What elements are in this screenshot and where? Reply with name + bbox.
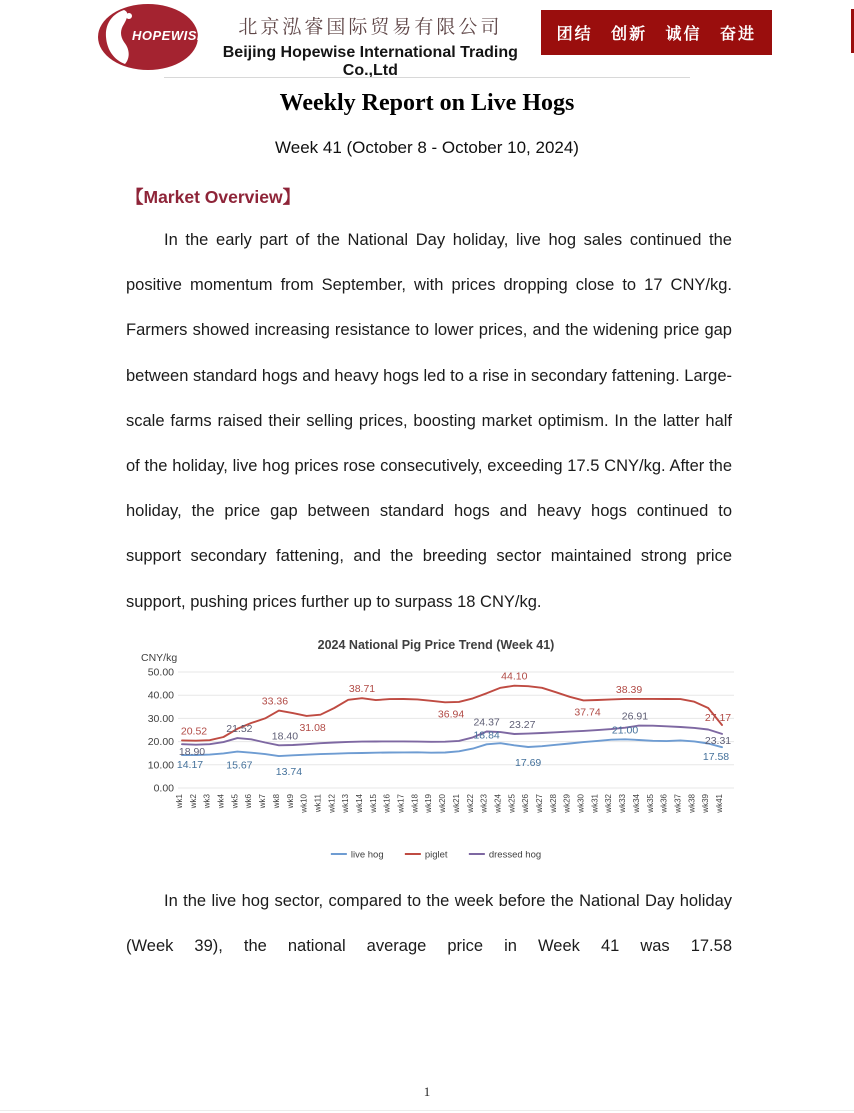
svg-text:wk33: wk33 — [618, 793, 628, 813]
svg-text:2024 National Pig Price Trend: 2024 National Pig Price Trend (Week 41) — [317, 637, 555, 652]
svg-text:24.37: 24.37 — [473, 716, 500, 729]
svg-text:wk37: wk37 — [673, 793, 683, 813]
svg-text:wk8: wk8 — [271, 793, 281, 809]
svg-text:17.69: 17.69 — [515, 756, 542, 769]
report-body — [82, 90, 772, 969]
svg-text:wk32: wk32 — [604, 793, 614, 813]
svg-text:15.67: 15.67 — [226, 759, 253, 772]
svg-text:14.17: 14.17 — [176, 758, 204, 771]
report-title: Weekly Report on Live Hogs — [279, 90, 575, 116]
svg-text:wk7: wk7 — [258, 793, 268, 809]
svg-text:piglet: piglet — [424, 849, 448, 861]
svg-text:30.00: 30.00 — [147, 712, 174, 725]
svg-text:wk20: wk20 — [438, 793, 448, 813]
svg-text:wk12: wk12 — [327, 793, 337, 813]
svg-text:wk28: wk28 — [548, 793, 558, 813]
svg-text:27.17: 27.17 — [704, 711, 732, 724]
svg-text:wk35: wk35 — [645, 793, 655, 813]
svg-text:50.00: 50.00 — [147, 666, 174, 679]
report-header — [82, 0, 772, 77]
svg-text:CNY/kg: CNY/kg — [141, 651, 178, 664]
svg-text:wk23: wk23 — [479, 793, 489, 813]
svg-text:wk9: wk9 — [285, 793, 295, 809]
svg-text:26.91: 26.91 — [621, 710, 649, 723]
svg-text:wk6: wk6 — [244, 793, 254, 809]
svg-text:wk15: wk15 — [368, 793, 378, 813]
svg-text:38.39: 38.39 — [615, 683, 643, 696]
svg-text:wk26: wk26 — [521, 793, 531, 813]
svg-text:23.31: 23.31 — [704, 734, 732, 747]
svg-text:20.52: 20.52 — [180, 725, 208, 738]
svg-text:wk13: wk13 — [341, 793, 351, 813]
svg-text:wk18: wk18 — [410, 793, 420, 813]
svg-text:10.00: 10.00 — [147, 759, 174, 772]
company-logo — [82, 2, 200, 74]
pig-price-trend-chart — [125, 632, 747, 874]
svg-text:13.74: 13.74 — [275, 765, 303, 778]
motto-banner: 团结 创新 诚信 奋进 — [541, 10, 772, 55]
svg-text:31.08: 31.08 — [299, 721, 326, 734]
section-heading-market-overview: 【Market Overview】 — [126, 187, 301, 207]
svg-text:HOPEWISE: HOPEWISE — [132, 28, 200, 43]
svg-text:18.84: 18.84 — [473, 729, 500, 742]
svg-text:44.10: 44.10 — [501, 670, 528, 683]
svg-text:wk38: wk38 — [687, 793, 697, 813]
svg-text:38.71: 38.71 — [348, 683, 376, 696]
report-week-subtitle: Week 41 (October 8 - October 10, 2024) — [275, 138, 579, 157]
svg-text:wk10: wk10 — [299, 793, 309, 813]
company-name-en: Beijing Hopewise International Trading Co.,Ltd — [222, 44, 518, 79]
svg-text:wk24: wk24 — [493, 793, 503, 813]
live-hog-paragraph: In the live hog sector, compared to the week before the National Day holiday (Week 39), the national average price in Week 41 was 17.58 — [126, 891, 732, 956]
svg-text:wk36: wk36 — [659, 793, 669, 813]
svg-text:wk14: wk14 — [355, 793, 364, 813]
svg-text:wk2: wk2 — [188, 793, 198, 809]
market-overview-paragraph: In the early part of the National Day holiday, live hog sales continued the positive momentum from September, with prices dropping close to 17 CNY/kg. Farmers showed increasing resistance to lower prices, and the widening price gap between standard hogs and heavy hogs led to a rise in secondary fattening. Large-scale farms raised their selling prices, boosting market optimism. In the latter half of the holiday, live hog prices rose consecutively, exceeding 17.5 CNY/kg. After the holiday, the price gap between standard hogs and heavy hogs continued to support secondary fattening, and the breeding sector maintained strong price support, pushing prices further up to surpass 18 CNY/kg. — [126, 231, 732, 611]
svg-text:0.00: 0.00 — [153, 782, 174, 795]
svg-text:21.52: 21.52 — [226, 722, 253, 735]
svg-text:20.00: 20.00 — [147, 735, 174, 748]
svg-text:wk19: wk19 — [424, 793, 434, 813]
svg-text:37.74: 37.74 — [574, 706, 601, 719]
svg-text:wk22: wk22 — [465, 793, 475, 813]
svg-text:wk27: wk27 — [535, 793, 544, 813]
svg-text:23.27: 23.27 — [509, 718, 536, 731]
svg-text:dressed hog: dressed hog — [488, 849, 542, 861]
page-footer — [0, 1083, 854, 1101]
svg-text:18.90: 18.90 — [178, 745, 206, 758]
company-name-zh: 北京泓睿国际贸易有限公司 — [238, 17, 503, 38]
hopewise-logo-icon — [82, 2, 200, 74]
page-number: 1 — [423, 1084, 431, 1099]
svg-text:wk5: wk5 — [230, 793, 240, 809]
svg-text:wk11: wk11 — [313, 793, 323, 812]
svg-text:wk34: wk34 — [631, 793, 641, 813]
svg-text:wk21: wk21 — [451, 793, 461, 813]
svg-text:33.36: 33.36 — [261, 695, 289, 708]
svg-text:wk29: wk29 — [562, 793, 572, 813]
svg-text:wk4: wk4 — [216, 793, 226, 809]
svg-text:wk17: wk17 — [396, 793, 406, 813]
svg-text:36.94: 36.94 — [437, 708, 465, 721]
company-names — [200, 2, 541, 80]
svg-text:live hog: live hog — [350, 849, 384, 861]
chart-canvas — [125, 632, 747, 874]
svg-text:wk30: wk30 — [576, 793, 586, 813]
svg-text:wk25: wk25 — [507, 793, 517, 813]
svg-text:40.00: 40.00 — [147, 689, 174, 702]
svg-text:wk39: wk39 — [701, 793, 711, 813]
svg-text:wk16: wk16 — [382, 793, 392, 813]
svg-text:wk3: wk3 — [202, 793, 212, 809]
svg-text:17.58: 17.58 — [702, 751, 730, 764]
svg-text:wk1: wk1 — [175, 793, 184, 809]
svg-text:wk31: wk31 — [590, 793, 600, 813]
svg-text:18.40: 18.40 — [271, 730, 299, 743]
page-bottom-rule — [0, 1110, 854, 1111]
svg-text:wk41: wk41 — [715, 793, 724, 813]
svg-text:21.00: 21.00 — [611, 724, 639, 737]
header-divider — [164, 77, 690, 78]
